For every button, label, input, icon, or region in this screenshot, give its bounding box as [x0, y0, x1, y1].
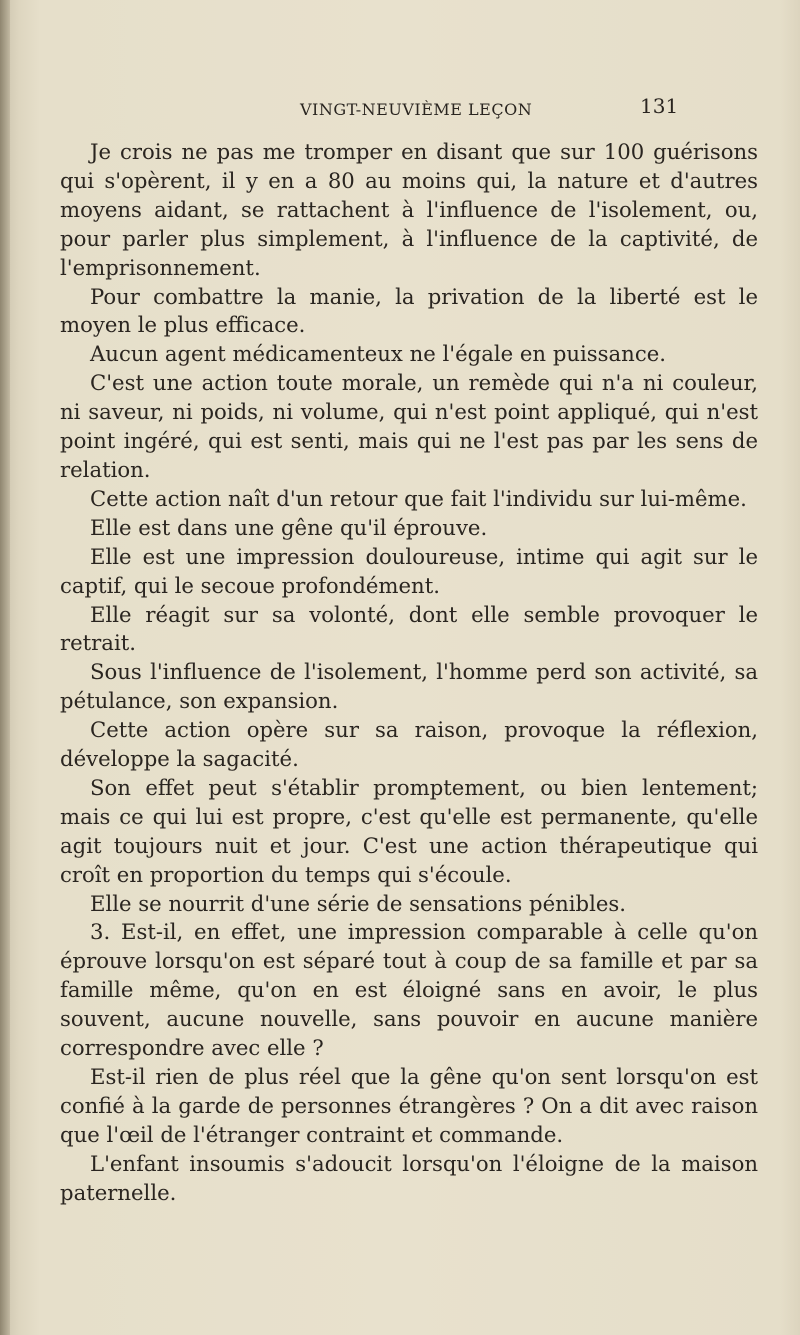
- paragraph: Elle est dans une gêne qu'il éprouve.: [90, 514, 488, 540]
- paragraph: Pour combattre la manie, la privation de la liberté est le moyen le plus efficace.: [60, 283, 758, 338]
- paragraph: Est-il rien de plus réel que la gêne qu'on sent lorsqu'on est confié à la garde de personnes étrangères ? On a dit avec raison que l'œil de l'étranger contraint et commande.: [60, 1064, 758, 1147]
- paragraph: Elle est une impression douloureuse, intime qui agit sur le captif, qui le secoue profondément.: [60, 543, 758, 598]
- book-spine-shadow: [0, 0, 10, 1335]
- paragraph: Son effet peut s'établir promptement, ou bien lentement; mais ce qui lui est propre, c'est qu'elle est permanente, qu'elle agit toujours nuit et jour. C'est une action thérapeutique qui croît en proportion du temps qui s'écoule.: [60, 774, 758, 887]
- paragraph: Sous l'influence de l'isolement, l'homme perd son activité, sa pétulance, son expansion.: [60, 659, 758, 714]
- paragraph: Cette action naît d'un retour que fait l'individu sur lui-même.: [90, 485, 747, 511]
- paragraph: C'est une action toute morale, un remède qui n'a ni couleur, ni saveur, ni poids, ni volume, qui n'est point appliqué, qui n'est point ingéré, qui est senti, mais qui ne l'est pas par les sens de relation.: [60, 370, 758, 482]
- paragraph: Aucun agent médicamenteux ne l'égale en puissance.: [90, 341, 666, 367]
- page-number: 131: [640, 94, 679, 118]
- paragraph: L'enfant insoumis s'adoucit lorsqu'on l'éloigne de la maison paternelle.: [60, 1150, 758, 1205]
- paragraph: Je crois ne pas me tromper en disant que sur 100 guérisons qui s'opèrent, il y en a 80 au moins qui, la nature et d'autres moyens aidant, se rattachent à l'influence de l'isolement, ou, pour parler plus simplement, à l'influence de la captivité, de l'emprisonnement.: [60, 139, 758, 280]
- paragraph: Elle réagit sur sa volonté, dont elle semble provoquer le retrait.: [60, 601, 758, 656]
- paragraph: Cette action opère sur sa raison, provoque la réflexion, développe la sagacité.: [60, 717, 758, 772]
- body-text: [60, 138, 758, 1208]
- page-header: [0, 94, 800, 122]
- running-head: VINGT-NEUVIÈME LEÇON: [300, 100, 533, 119]
- paragraph: 3. Est-il, en effet, une impression comparable à celle qu'on éprouve lorsqu'on est séparé tout à coup de sa famille et par sa famille même, qu'on en est éloigné sans en avoir, le plus souvent, aucune nouvelle, sans pouvoir en aucune manière correspondre avec elle ?: [60, 919, 758, 1061]
- paragraph: Elle se nourrit d'une série de sensations pénibles.: [90, 890, 627, 916]
